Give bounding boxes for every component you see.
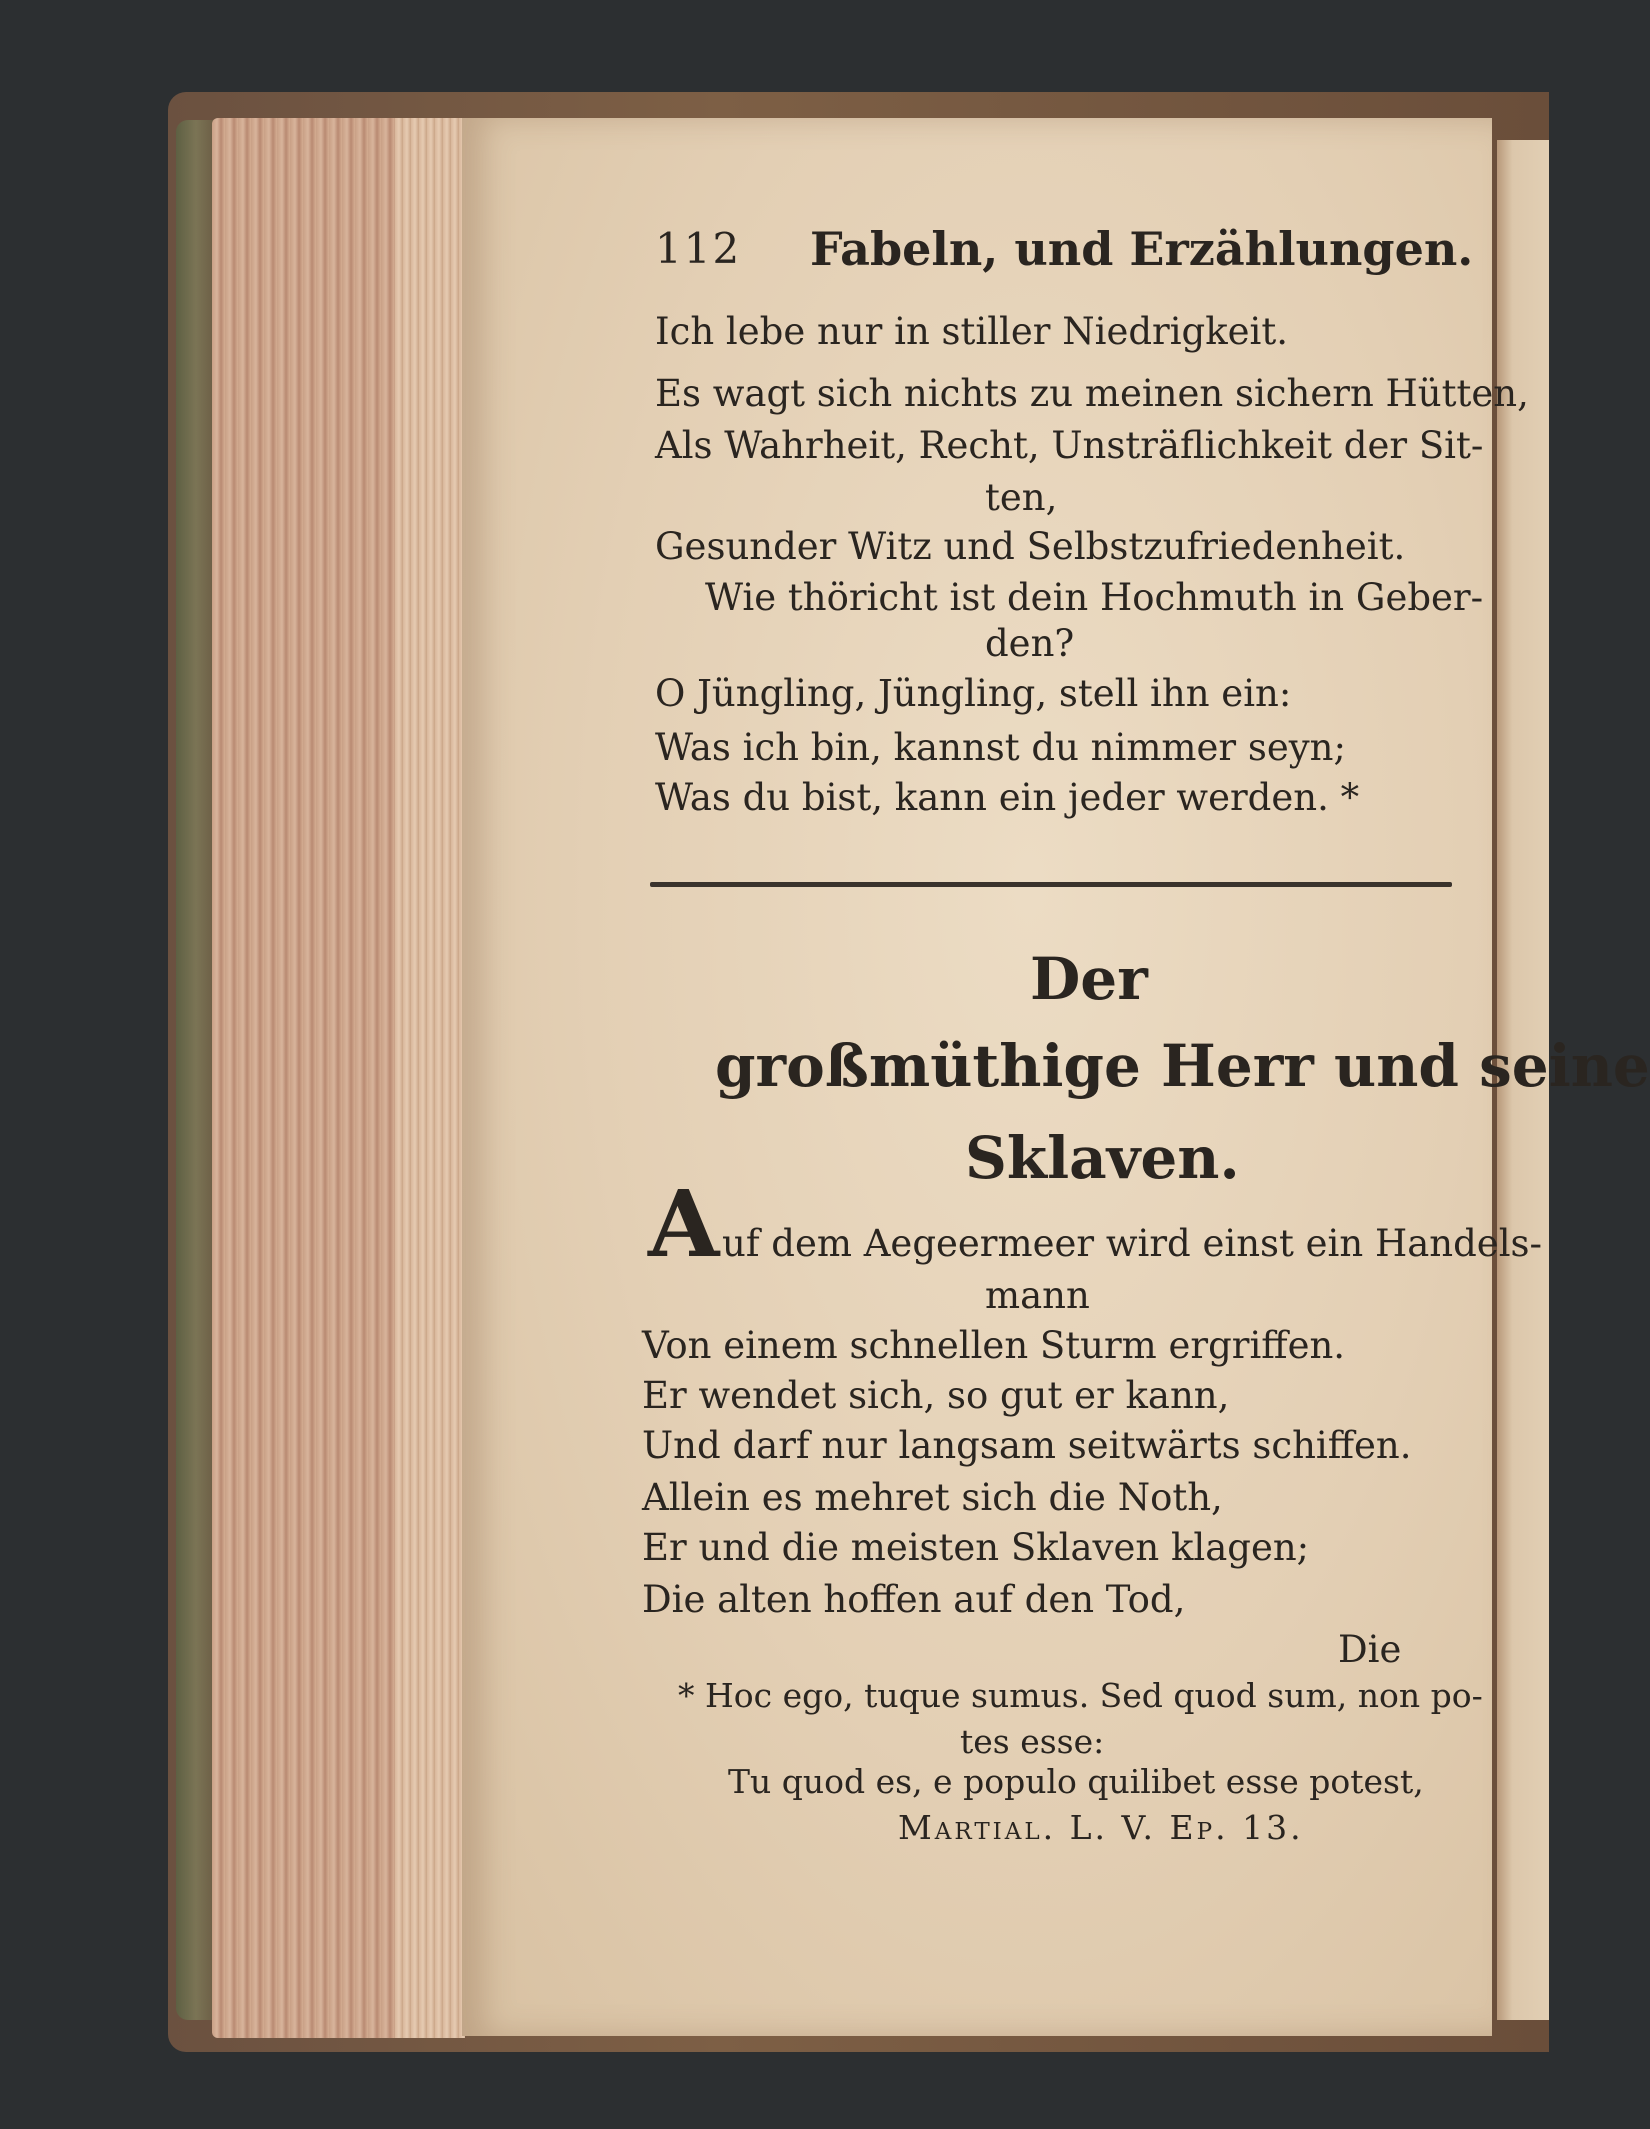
footnote-citation: Martial. L. V. Ep. 13. — [898, 1808, 1304, 1847]
poem-line: Was du bist, kann ein jeder werden. * — [655, 776, 1360, 819]
fable-title-line-3: Sklaven. — [965, 1124, 1240, 1192]
fable-title-line-1: Der — [1030, 945, 1148, 1013]
poem-line: Ich lebe nur in stiller Niedrigkeit. — [655, 310, 1289, 353]
fable-title-line-2: großmüthige Herr und seine — [715, 1032, 1650, 1100]
poem-line: Was ich bin, kannst du nimmer seyn; — [655, 726, 1346, 769]
fable-line: Er wendet sich, so gut er kann, — [642, 1374, 1230, 1417]
fable-line: Von einem schnellen Sturm ergriffen. — [642, 1324, 1346, 1367]
book-spine — [176, 120, 216, 2020]
fable-line: Und darf nur langsam seitwärts schiffen. — [642, 1424, 1412, 1467]
drop-cap: A — [648, 1170, 720, 1278]
page-edges-inner — [395, 118, 465, 2038]
fable-line: Er und die meisten Sklaven klagen; — [642, 1526, 1310, 1569]
running-title: Fabeln, und Erzählungen. — [810, 222, 1474, 276]
fable-line: Die alten hoffen auf den Tod, — [642, 1578, 1186, 1621]
footnote-line: * Hoc ego, tuque sumus. Sed quod sum, non po- — [678, 1676, 1483, 1715]
poem-line: Gesunder Witz und Selbstzufriedenheit. — [655, 525, 1406, 568]
poem-line-continuation: ten, — [985, 476, 1058, 519]
fable-line-continuation: mann — [985, 1274, 1090, 1317]
fable-line: Allein es mehret sich die Noth, — [642, 1476, 1223, 1519]
fable-line: uf dem Aegeermeer wird einst ein Handels- — [722, 1222, 1543, 1265]
footnote-line: tes esse: — [960, 1722, 1105, 1761]
poem-line: Es wagt sich nichts zu meinen sichern Hütten, — [655, 372, 1529, 415]
poem-line-continuation: den? — [985, 622, 1075, 665]
poem-line: O Jüngling, Jüngling, stell ihn ein: — [655, 672, 1292, 715]
poem-line: Als Wahrheit, Recht, Unsträflichkeit der Sit- — [655, 424, 1484, 467]
catchword: Die — [1338, 1628, 1402, 1671]
page-number: 112 — [655, 224, 742, 273]
footnote-line: Tu quod es, e populo quilibet esse potest, — [728, 1762, 1424, 1801]
section-divider — [650, 882, 1452, 887]
poem-line: Wie thöricht ist dein Hochmuth in Geber- — [705, 576, 1484, 619]
